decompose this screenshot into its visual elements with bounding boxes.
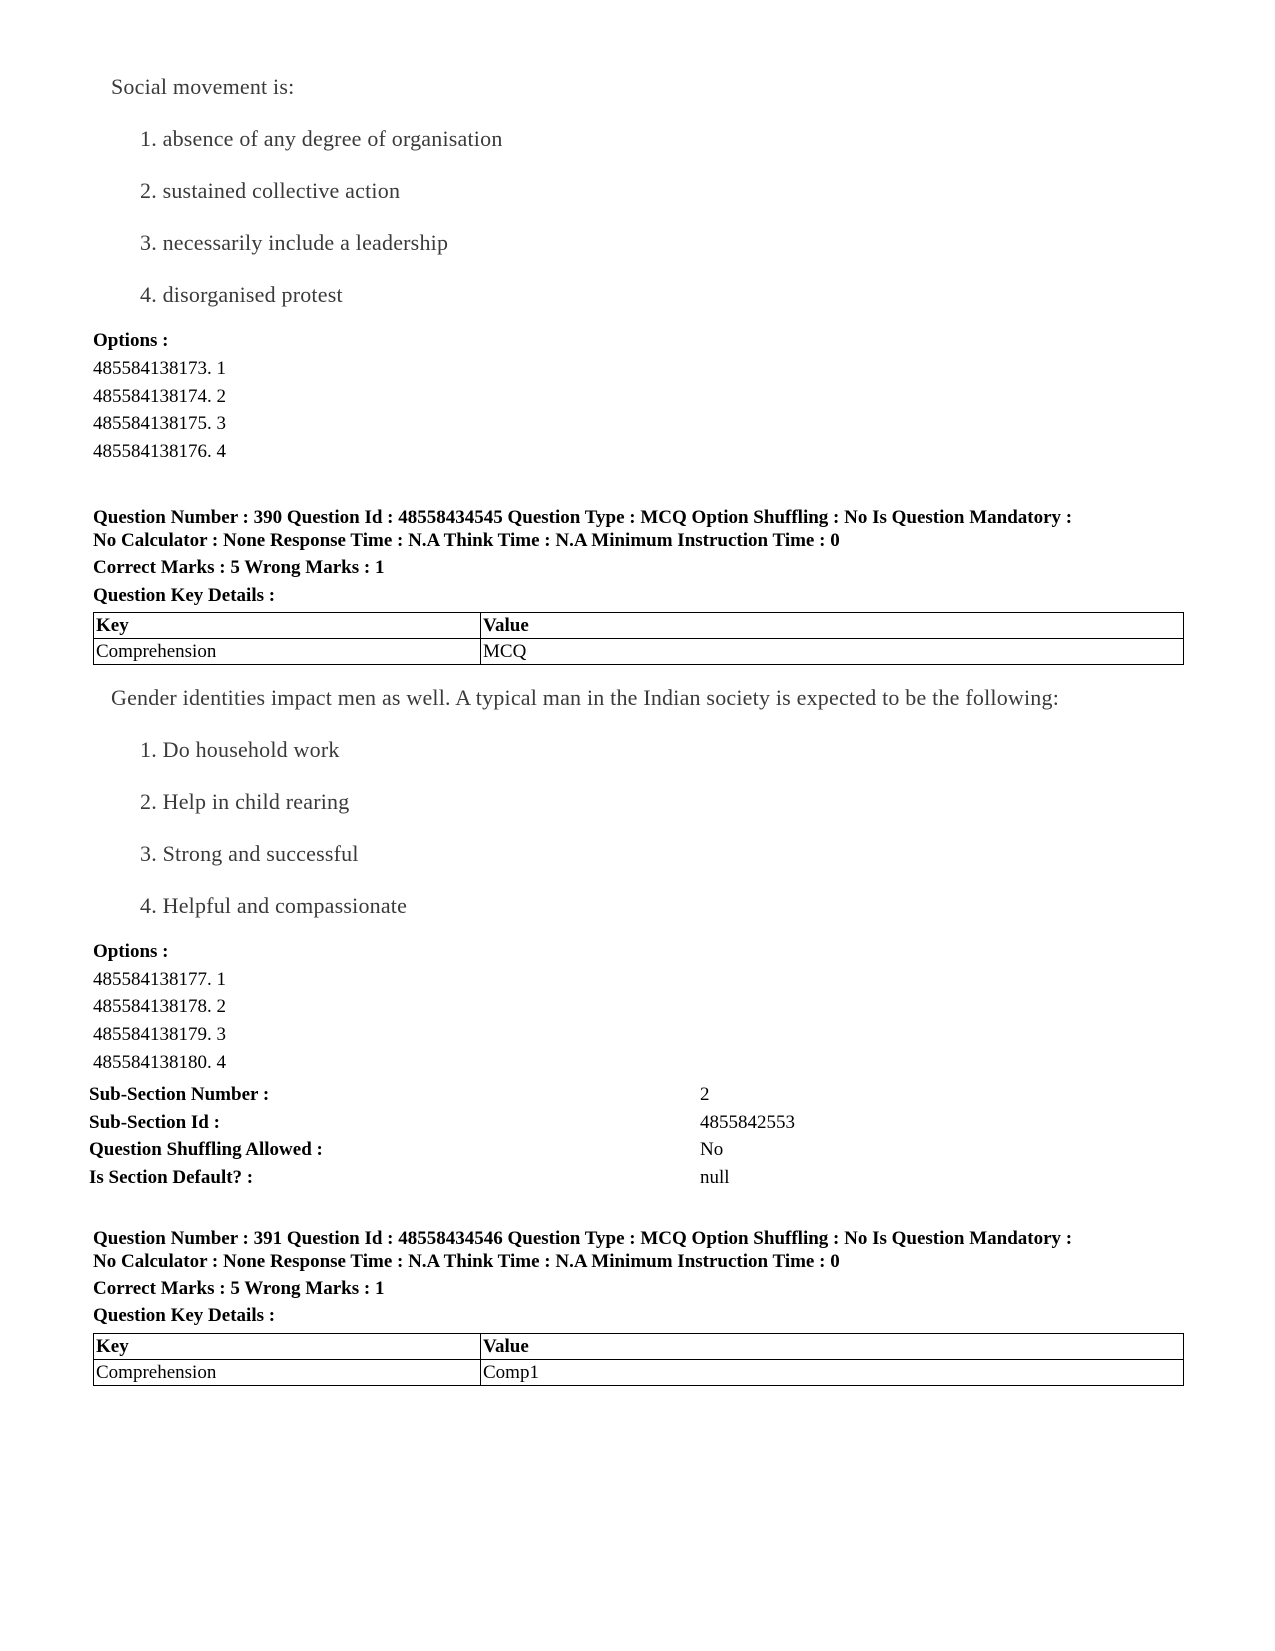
option-id-4: 485584138176. 4 bbox=[93, 441, 226, 462]
table-header-key: Key bbox=[94, 1334, 481, 1360]
table-cell-key: Comprehension bbox=[94, 1360, 481, 1386]
answer-choice-2: 2. sustained collective action bbox=[140, 178, 401, 203]
answer-choice-2: 2. Help in child rearing bbox=[140, 789, 350, 814]
answer-choice-1: 1. absence of any degree of organisation bbox=[140, 126, 503, 151]
option-id-2: 485584138178. 2 bbox=[93, 996, 226, 1017]
options-label: Options : bbox=[93, 941, 169, 962]
table-header-key: Key bbox=[94, 613, 481, 639]
question-marks: Correct Marks : 5 Wrong Marks : 1 bbox=[93, 557, 385, 578]
question-stem: Social movement is: bbox=[111, 74, 295, 99]
option-id-2: 485584138174. 2 bbox=[93, 386, 226, 407]
table-header-row bbox=[94, 1334, 1184, 1360]
question-stem: Gender identities impact men as well. A typical man in the Indian society is expected to be the following: bbox=[111, 685, 1060, 710]
question-key-table bbox=[93, 612, 1184, 665]
key-details-label: Question Key Details : bbox=[93, 1305, 276, 1326]
table-cell-value: Comp1 bbox=[481, 1360, 1184, 1386]
question-key-table bbox=[93, 1333, 1184, 1386]
answer-choice-4: 4. disorganised protest bbox=[140, 282, 343, 307]
option-id-1: 485584138177. 1 bbox=[93, 969, 226, 990]
subsection-number-label: Sub-Section Number : bbox=[89, 1084, 270, 1105]
question-marks: Correct Marks : 5 Wrong Marks : 1 bbox=[93, 1278, 385, 1299]
answer-choice-3: 3. Strong and successful bbox=[140, 841, 359, 866]
section-default-value: null bbox=[700, 1167, 730, 1188]
answer-choice-4: 4. Helpful and compassionate bbox=[140, 893, 408, 918]
option-id-3: 485584138175. 3 bbox=[93, 413, 226, 434]
table-header-row bbox=[94, 613, 1184, 639]
question-meta-line-2: No Calculator : None Response Time : N.A Think Time : N.A Minimum Instruction Time : 0 bbox=[93, 1251, 840, 1272]
key-details-label: Question Key Details : bbox=[93, 585, 276, 606]
subsection-number-value: 2 bbox=[700, 1084, 710, 1105]
question-shuffling-value: No bbox=[700, 1139, 724, 1160]
option-id-4: 485584138180. 4 bbox=[93, 1052, 226, 1073]
section-default-label: Is Section Default? : bbox=[89, 1167, 254, 1188]
options-label: Options : bbox=[93, 330, 169, 351]
option-id-1: 485584138173. 1 bbox=[93, 358, 226, 379]
table-row bbox=[94, 639, 1184, 665]
question-shuffling-label: Question Shuffling Allowed : bbox=[89, 1139, 323, 1160]
question-meta-line-1: Question Number : 390 Question Id : 48558434545 Question Type : MCQ Option Shuffling : No Is Question Mandatory : bbox=[93, 507, 1073, 528]
table-row bbox=[94, 1360, 1184, 1386]
table-header-value: Value bbox=[481, 613, 1184, 639]
answer-choice-1: 1. Do household work bbox=[140, 737, 340, 762]
subsection-id-label: Sub-Section Id : bbox=[89, 1112, 220, 1133]
answer-choice-3: 3. necessarily include a leadership bbox=[140, 230, 449, 255]
option-id-3: 485584138179. 3 bbox=[93, 1024, 226, 1045]
question-meta-line-2: No Calculator : None Response Time : N.A Think Time : N.A Minimum Instruction Time : 0 bbox=[93, 530, 840, 551]
question-meta-line-1: Question Number : 391 Question Id : 48558434546 Question Type : MCQ Option Shuffling : No Is Question Mandatory : bbox=[93, 1228, 1073, 1249]
table-cell-key: Comprehension bbox=[94, 639, 481, 665]
table-header-value: Value bbox=[481, 1334, 1184, 1360]
subsection-id-value: 4855842553 bbox=[700, 1112, 795, 1133]
table-cell-value: MCQ bbox=[481, 639, 1184, 665]
